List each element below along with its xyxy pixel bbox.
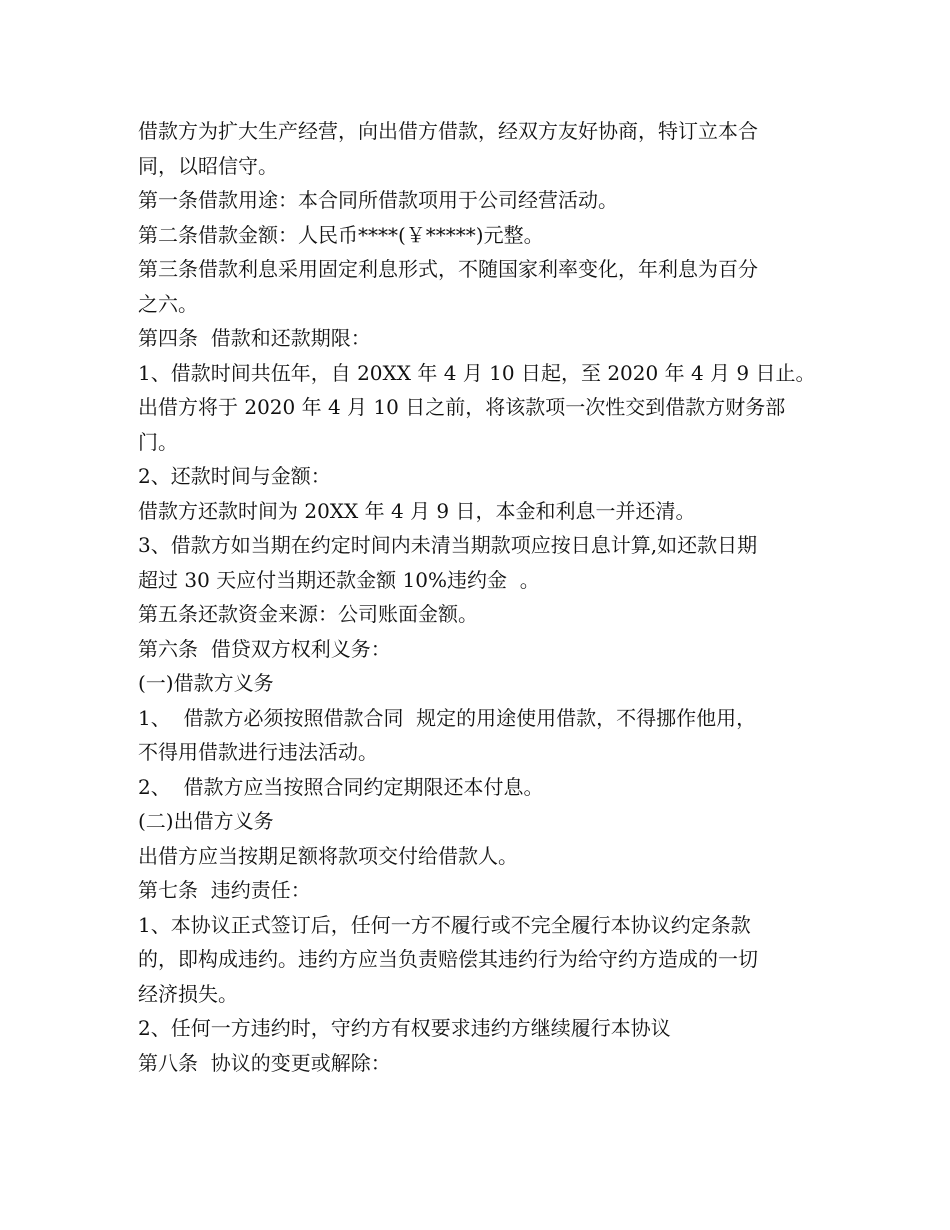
contract-body bbox=[138, 114, 818, 1080]
text-line: 1、借款时间共伍年，自 20XX 年 4 月 10 日起，至 2020 年 4 月 9 日止。 bbox=[138, 360, 816, 385]
text-line: 第五条还款资金来源：公司账面金额。 bbox=[138, 602, 478, 626]
section-heading: 第六条 借贷双方权利义务： bbox=[138, 636, 391, 661]
text-line: 出借方将于 2020 年 4 月 10 日之前，将该款项一次性交到借款方财务部 bbox=[138, 395, 786, 419]
section-heading: 第七条 违约责任： bbox=[138, 878, 311, 902]
text-line: 借款方还款时间为 20XX 年 4 月 9 日，本金和利息一并还清。 bbox=[138, 498, 696, 523]
text-line: 门。 bbox=[138, 429, 178, 454]
section-heading: 第四条 借款和还款期限： bbox=[138, 326, 371, 350]
text-line: 的，即构成违约。违约方应当负责赔偿其违约行为给守约方造成的一切 bbox=[138, 947, 758, 971]
text-line: 3、借款方如当期在约定时间内未清当期款项应按日息计算,如还款日期 bbox=[138, 533, 758, 557]
text-line: 2、还款时间与金额： bbox=[138, 464, 331, 488]
text-line: 1、本协议正式签订后，任何一方不履行或不完全履行本协议约定条款 bbox=[138, 912, 751, 937]
text-line: 不得用借款进行违法活动。 bbox=[138, 740, 378, 764]
text-line: 2、任何一方违约时，守约方有权要求违约方继续履行本协议 bbox=[138, 1016, 671, 1040]
text-line: 第一条借款用途：本合同所借款项用于公司经营活动。 bbox=[138, 188, 618, 212]
text-line: 借款方为扩大生产经营，向出借方借款，经双方友好协商，特订立本合 bbox=[138, 119, 758, 143]
text-line: 2、 借款方应当按照合同约定期限还本付息。 bbox=[138, 774, 544, 799]
text-line: 1、 借款方必须按照借款合同 规定的用途使用借款，不得挪作他用， bbox=[138, 705, 757, 730]
text-line: 经济损失。 bbox=[138, 981, 238, 1006]
text-line: 第二条借款金额：人民币****(￥*****)元整。 bbox=[138, 222, 544, 247]
text-line: (二)出借方义务 bbox=[138, 809, 274, 833]
text-line: 第三条借款利息采用固定利息形式，不随国家利率变化，年利息为百分 bbox=[138, 257, 758, 281]
text-line: 之六。 bbox=[138, 291, 198, 316]
section-heading: 第八条 协议的变更或解除： bbox=[138, 1050, 391, 1075]
text-line: 出借方应当按期足额将款项交付给借款人。 bbox=[138, 843, 518, 868]
text-line: 同，以昭信守。 bbox=[138, 153, 278, 178]
text-line: (一)借款方义务 bbox=[138, 671, 274, 695]
text-line: 超过 30 天应付当期还款金额 10%违约金 。 bbox=[138, 567, 540, 592]
